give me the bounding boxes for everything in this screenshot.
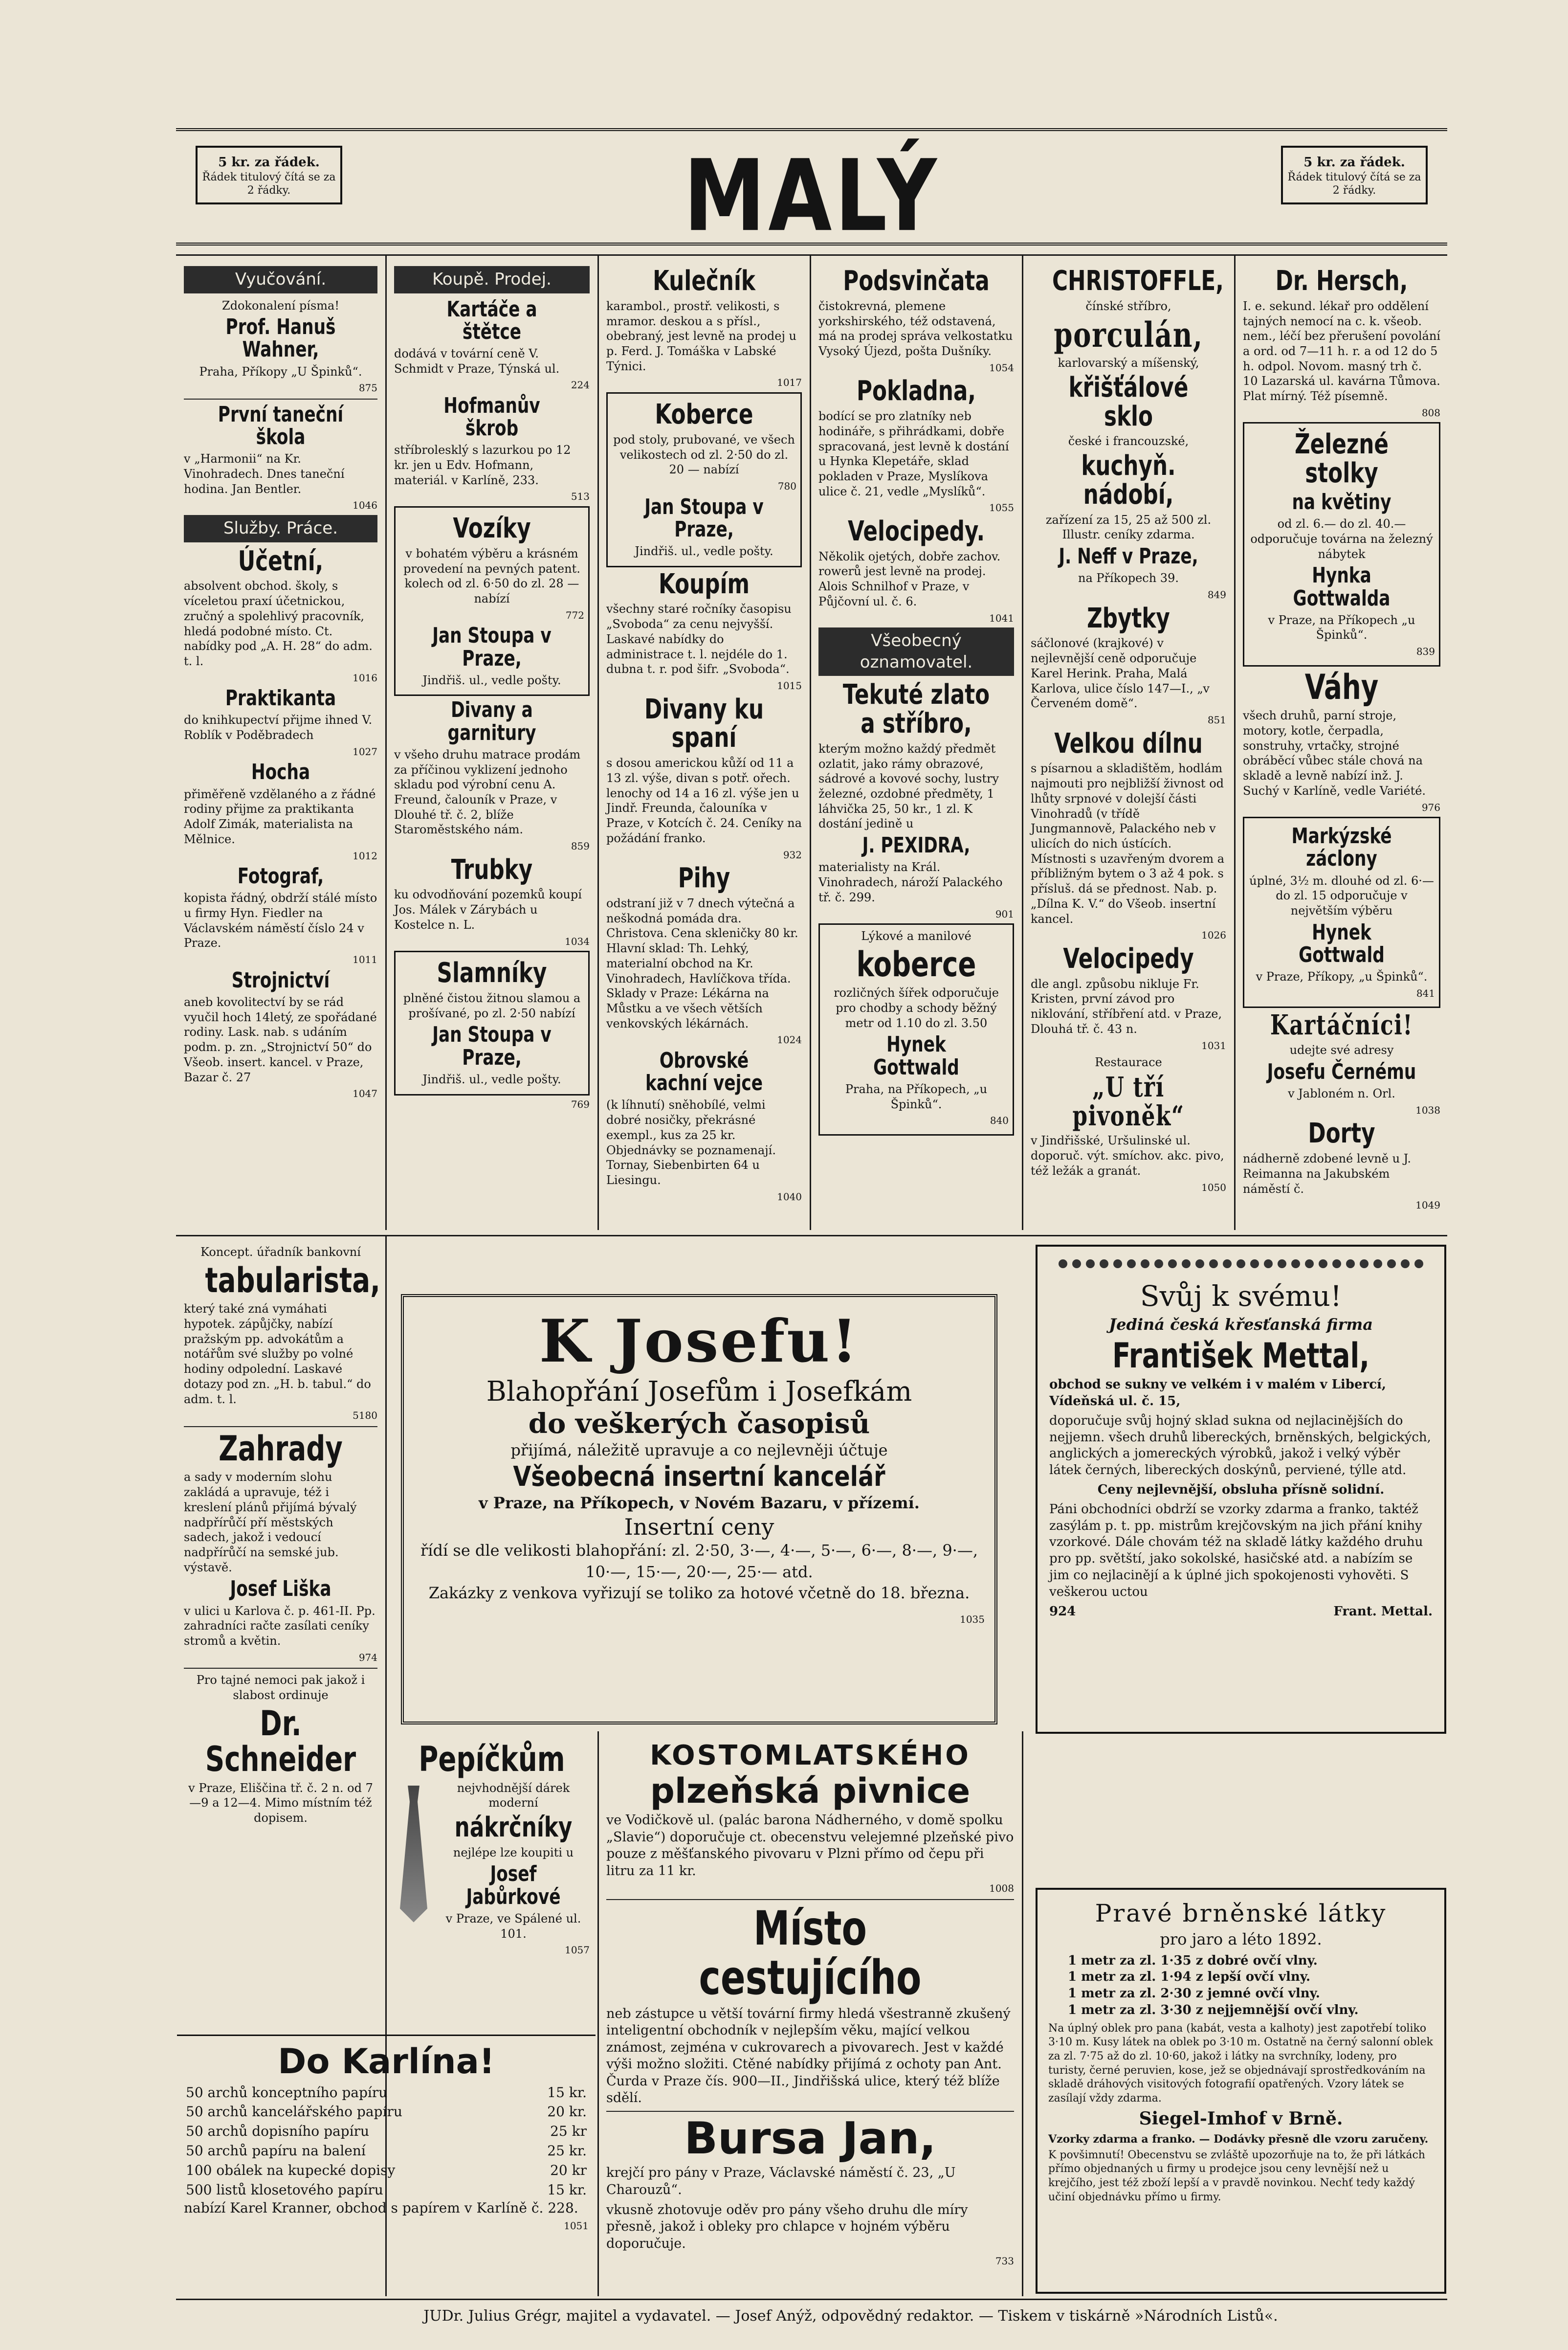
ad-text: v Praze, Eliščina tř. č. 2 n. od 7—9 a 12—4. Mimo místním též dopisem. [188, 1781, 373, 1825]
ad-box-latky [1036, 1888, 1446, 2294]
ad-signature: Jan Stoupa v Praze, [432, 1022, 552, 1070]
price-value: 20 kr. [547, 2104, 587, 2120]
ad-text: v Jabloném n. Orl. [1288, 1087, 1395, 1101]
ad-number: 974 [358, 1651, 377, 1663]
price-item: 50 archů konceptního papíru [186, 2084, 388, 2101]
ad-text: úplné, 3½ m. dlouhé od zl. 6·— do zl. 15 odporučuje v největším výběru [1249, 873, 1434, 918]
ad-heading: Divany a garnitury [447, 697, 536, 745]
mettal-text: doporučuje svůj hojný sklad sukna od nejlacinějších do nejjemn. všech druhů libereckých, brněnských, belgických, anglických a jomereckých výrobků, jakož i velký výběr látek černých, libereckých doskýnů, perviené, týlle atd. [1049, 1413, 1431, 1478]
ad-heading: plzeňská pivnice [650, 1770, 971, 1811]
ad-number: 733 [995, 2255, 1014, 2267]
ad-text: od zl. 6.— do zl. 40.— odporučuje továrna na železný nábytek [1250, 517, 1433, 561]
footer-rule [176, 2299, 1447, 2300]
ad-number: 1051 [564, 2220, 589, 2232]
masthead-left-box [196, 146, 342, 204]
col-rule-3 [810, 254, 811, 1230]
ad-heading: Váhy [1304, 667, 1379, 707]
masthead-title: MALÝ [684, 138, 940, 246]
ad-box-voziky [394, 506, 590, 696]
ad-text: karlovarský a míšenský, [1058, 356, 1199, 370]
ad-text: I. e. sekund. lékař pro oddělení tajných nemocí na c. k. všeob. nem., léčí bez přerušení povolání a ord. od 7—11 h. r. a od 12 do 5 h. odpol. Novom. masný trh č. 10 Lazarská ul. kavárna Tůmova. Plat mírný. Též písemně. [1243, 299, 1440, 403]
ad-text: v ulici u Karlova č. p. 461-II. Pp. zahradníci račte zasílati ceníky stromů a květin. [184, 1604, 375, 1648]
ad-sub: čínské stříbro, [1085, 299, 1171, 313]
latky-price-row: 1 metr za zl. 3·30 z nejjemnější ovčí vlny. [1068, 2002, 1359, 2017]
josefu-line: v Praze, na Příkopech, v Novém Bazaru, v přízemí. [479, 1494, 920, 1513]
ad-number: 1041 [989, 612, 1014, 624]
mettal-sign-row [1049, 1604, 1433, 1620]
masthead-right-price: 5 kr. za řádek. [1303, 155, 1405, 170]
ad-heading: Pihy [678, 862, 730, 895]
ad-text: rozličných šířek odporučuje pro chodby a schody běžný metr od 1.10 do zl. 3.50 [834, 986, 999, 1030]
ad-heading: Markýzské záclony [1291, 824, 1392, 872]
ad-box-slamniky [394, 951, 590, 1095]
section-bar-sluzby: Služby. Práce. [184, 515, 377, 542]
price-item: 500 listů klosetového papíru [186, 2181, 383, 2198]
ad-number: 924 [1049, 1604, 1076, 1619]
ad-text: ku odvodňování pozemků koupí Jos. Málek v Zárybách u Kostelce n. L. [394, 888, 582, 932]
ornament-icon [1264, 1259, 1273, 1268]
ad-text: karambol., prostř. velikosti, s mramor. deskou a s přísl., obebraný, jest levně na prodej u p. Ferd. J. Tomáška v Labské Týnici. [606, 299, 796, 373]
josefu-line: řídí se dle velikosti blahopřání: zl. 2·50, 3·—, 4·—, 5·—, 6·—, 8·—, 9·—, 10·—, 15·—, 20·—, 25·— atd. [420, 1541, 978, 1581]
ad-heading: Pepíčkům [419, 1739, 565, 1779]
ad-heading: Účetní, [238, 545, 324, 577]
ad-number: 1050 [1201, 1181, 1226, 1193]
mettal-sign: Frant. Mettal. [1333, 1604, 1433, 1619]
price-item: 100 obálek na kupecké dopisy [186, 2162, 396, 2178]
ad-text: (k líhnutí) sněhobílé, velmi dobré nosičky, překrásné exempl., kus za 25 kr. Objednávky se poznamenají. Tornay, Siebenbirten 64 u Liesingu. [606, 1098, 776, 1187]
latky-price-row: 1 metr za zl. 1·35 z dobré ovčí vlny. [1068, 1953, 1318, 1968]
ornament-icon [1237, 1259, 1245, 1268]
ad-text: neb zástupce u větší tovární firmy hledá všestranně zkušený inteligentní obchodník v nejlepším věku, mající velkou známost, zejména v cukrovarech a pivovarech. Jest v každé výši možno složiti. Ctěné nabídky přijímá z ochoty pan Ant. Čurda v Praze čís. 900—II., Jindřišská ulice, který též blíže sdělí. [606, 2006, 1011, 2106]
ad-heading: Divany ku spaní [644, 693, 764, 754]
ad-heading: Trubky [451, 853, 533, 886]
ad-number: 932 [783, 849, 802, 861]
col-rule-5 [1234, 254, 1236, 1230]
ad-number: 1034 [565, 935, 590, 947]
ad-text: absolvent obchod. školy, s víceletou praxí účetnickou, zručný a spolehlivý pracovník, hledá podobné místo. Ct. nabídky pod „A. H. 28“ do adm. t. l. [184, 579, 373, 668]
ad-name: J. PEXIDRA, [862, 833, 971, 858]
ad-number: 840 [990, 1115, 1009, 1127]
ad-text: s dosou americkou kůží od 11 a 13 zl. výše, divan s potř. ořech. lenochy od 14 a 16 zl. výše jen u Jindř. Freunda, čalouníka v Praze, v Kotcích č. 24. Ceníky na požádání franko. [606, 756, 802, 845]
ad-number: 769 [571, 1098, 590, 1110]
ad-karlina [177, 2035, 596, 2294]
column-4 [812, 259, 1021, 1232]
ad-lead: Zdokonalení písma! [222, 298, 339, 313]
latky-price-row: 1 metr za zl. 1·94 z lepší ovčí vlny. [1068, 1970, 1310, 1985]
masthead [176, 128, 1447, 246]
ad-text: který také zná vymáhati hypotek. zápůjčky, nabízí pražským pp. advokátům a notářům své služby po volné hodiny odpolední. Laskavé dotazy pod zn. „H. b. tabul.“ do adm. t. l. [184, 1302, 371, 1406]
ad-text: v „Harmonii“ na Kr. Vinohradech. Dnes taneční hodina. Jan Bentler. [184, 452, 345, 496]
mid-rule [176, 1235, 1447, 1236]
ad-number: 1055 [989, 502, 1014, 514]
separator [184, 1426, 377, 1427]
ad-heading: kuchyň. nádobí, [1081, 450, 1176, 511]
ad-number: 772 [565, 609, 584, 621]
mettal-name: František Mettal, [1112, 1335, 1369, 1376]
ad-text: a sady v moderním slohu zakládá a upravuje, též i kreslení plánů přijímá bývalý nadpřírůčí pří městských sadech, jakož i vedoucí nadpřírůčí na semské jub. výstavě. [184, 1470, 357, 1574]
ornament-icon [1195, 1259, 1204, 1268]
masthead-left-price: 5 kr. za řádek. [218, 155, 320, 170]
ornament-icon [1113, 1259, 1122, 1268]
mettal-heading: Svůj k svému! [1140, 1279, 1342, 1313]
ad-number: 841 [1416, 987, 1435, 999]
ad-heading: Bursa Jan, [684, 2112, 936, 2164]
ornament-icon [1154, 1259, 1163, 1268]
ad-heading: Koberce [655, 398, 753, 430]
section-bar-vseobecny: Všeobecný oznamovatel. [818, 627, 1014, 676]
ad-signature: Jan Stoupa v Praze, [644, 494, 764, 542]
ad-heading: Hocha [251, 760, 310, 785]
ad-number: 1027 [353, 745, 377, 758]
ornament-icon [1223, 1259, 1232, 1268]
ornament-icon [1401, 1259, 1410, 1268]
ornament-icon [1346, 1259, 1355, 1268]
ad-box-mettal [1036, 1245, 1446, 1734]
ad-text: kopista řádný, obdrží stálé místo u firmy Hyn. Fiedler na Václavském náměstí číslo 24 v Praze. [184, 891, 377, 950]
ad-number: 1035 [960, 1613, 985, 1625]
ad-text: nejvhodnější dárek moderní [457, 1781, 570, 1810]
ad-text: krejčí pro pány v Praze, Václavské náměstí č. 23, „U Charouzů“. [606, 2165, 956, 2197]
ad-signature-sub: Jindřiš. ul., vedle pošty. [422, 1072, 561, 1086]
ornament-icon [1141, 1259, 1149, 1268]
ad-number: 849 [1207, 588, 1226, 601]
price-item: 50 archů kancelářského papíru [186, 2104, 402, 2120]
column-5 [1024, 259, 1233, 1232]
separator [606, 2111, 1014, 2112]
ad-heading: Podsvinčata [843, 265, 990, 297]
ad-signature-sub: Jindřiš. ul., vedle pošty. [422, 673, 561, 687]
ad-box-k-josefu [401, 1294, 997, 1724]
price-value: 15 kr. [547, 2181, 587, 2198]
ornament-icon [1360, 1259, 1369, 1268]
ad-text: všech druhů, parní stroje, motory, kotle, čerpadla, sonstruhy, vrtačky, strojné obráběcí vůbec stále chová na skladě a levně nabízí inž. J. Suchý v Karlíně, vedle Variété. [1243, 709, 1426, 798]
ad-number: 1049 [1415, 1199, 1440, 1211]
ad-text: zařízení za 15, 25 až 500 zl. Illustr. ceníky zdarma. [1045, 513, 1212, 542]
ad-text: ve Vodičkově ul. (palác barona Nádherného, v domě spolku „Slavie“) doporučuje ct. obecenstvu velejemné plzeňské pivo pouze z měšťanského pivovaru v Plzni přímo od čepu při litru za 11 kr. [606, 1813, 1014, 1879]
ad-heading: CHRISTOFFLE, [1052, 265, 1224, 297]
column-2 [387, 259, 596, 1232]
ornament-icon [1100, 1259, 1108, 1268]
ad-text: v Praze, Příkopy, „u Špinků“. [1256, 970, 1428, 984]
ad-text: vkusně zhotovuje oděv pro pány všeho druhu dle míry přesně, jakož i obleky pro chlapce v hojném výběru doporučuje. [606, 2202, 968, 2251]
ornament-icon [1319, 1259, 1327, 1268]
table-row [184, 2141, 589, 2161]
ad-text: udejte své adresy [1289, 1043, 1394, 1057]
josefu-line: přijímá, náležitě upravuje a co nejlevněji účtuje [510, 1441, 888, 1459]
ad-text: bodící se pro zlatníky neb hodináře, s přihrádkami, dobře spracovaná, jest levně k dostání u Hynka Klepetáře, sklad pokladen v Praze, Myslíkova ulice č. 21, vedle „Myslíků“. [818, 409, 1009, 498]
ad-number: 808 [1421, 406, 1440, 419]
ad-heading: Slamníky [437, 957, 547, 989]
ad-text: v Praze, ve Spálené ul. 101. [445, 1911, 581, 1941]
ad-text: Praha, na Příkopech, „u Špinků“. [845, 1082, 988, 1111]
ad-text: v bohatém výběru a krásném provedení na pevných patent. kolech od zl. 6·50 do zl. 28 — nabízí [403, 546, 580, 605]
ad-number: 875 [358, 382, 377, 394]
ad-name: Josef Liška [230, 1576, 331, 1602]
ad-text: Několik ojetých, dobře zachov. rowerů jest levně na prodej. Alois Schnilhof v Praze, v Půjčovní ul. č. 6. [818, 549, 1001, 608]
latky-heading: Pravé brněnské látky [1095, 1899, 1387, 1927]
ornament-row [1049, 1256, 1433, 1273]
latky-text: Vzorky zdarma a franko. — Dodávky přesně dle vzoru zaručeny. [1048, 2133, 1429, 2146]
ad-text: české i francouzské, [1068, 434, 1189, 448]
necktie-icon [394, 1786, 433, 1923]
ad-heading: porculán, [1054, 314, 1203, 355]
josefu-line: Zakázky z venkova vyřizují se toliko za hotové včetně do 18. března. [428, 1583, 970, 1602]
ad-heading: Pokladna, [857, 375, 976, 407]
ad-heading: Strojnictví [231, 967, 330, 993]
column-1 [177, 259, 384, 1232]
ad-text: plněné čistou žitnou slamou a prošívané, po zl. 2·50 nabízí [403, 991, 581, 1020]
separator [606, 1899, 1014, 1900]
ornament-icon [1127, 1259, 1136, 1268]
ad-number: 1031 [1201, 1039, 1226, 1052]
ad-box-koberce-lykove [818, 923, 1014, 1136]
ad-box-koberce [606, 392, 802, 567]
ad-number: 1016 [353, 671, 377, 684]
ornament-icon [1250, 1259, 1259, 1268]
ad-name: Josefu Černému [1267, 1059, 1416, 1084]
ornament-icon [1209, 1259, 1218, 1268]
ad-number: 1017 [777, 377, 802, 389]
ad-heading: Prof. Hanuš Wahner, [225, 314, 336, 362]
latky-price-list [1048, 1953, 1434, 2019]
ad-number: 1046 [353, 499, 377, 512]
ad-heading: Fotograf, [237, 864, 324, 889]
pepickum-body [394, 1781, 590, 1960]
ad-number: 839 [1416, 646, 1435, 658]
footer-imprint: JUDr. Julius Grégr, majitel a vydavatel. — Josef Anýž, odpovědný redaktor. — Tiskem v tiskárně »Národních Listů«. [423, 2307, 1278, 2325]
price-value: 25 kr [550, 2123, 587, 2140]
ad-number: 1008 [989, 1882, 1014, 1895]
ornament-icon [1182, 1259, 1191, 1268]
ad-heading: křišťálové sklo [1068, 371, 1189, 432]
ad-box-stolky [1243, 422, 1440, 666]
ad-name: J. Neff v Praze, [1059, 544, 1198, 569]
ad-lead: Restaurace [1095, 1055, 1162, 1070]
ornament-icon [1387, 1259, 1396, 1268]
price-value: 25 kr. [547, 2142, 587, 2159]
masthead-right-note: Řádek titulový čítá se za 2 řádky. [1287, 171, 1421, 197]
ad-number: 1040 [777, 1190, 802, 1203]
ad-text: do knihkupectví přijme ihned V. Roblík v Poděbradech [184, 713, 373, 742]
col-rule-4 [1022, 254, 1023, 1230]
ornament-icon [1086, 1259, 1095, 1268]
ad-heading: nákrčníky [454, 1811, 573, 1843]
ornament-icon [1414, 1259, 1423, 1268]
ad-text: v všeho druhu matrace prodám za příčinou vyklizení jednoho skladu pod výrobní cenu A. Freund, čalouník v Praze, v Dlouhé tř. č. 2, blíže Staroměstského nám. [394, 747, 581, 837]
ad-number: 901 [995, 908, 1014, 920]
table-row [184, 2102, 589, 2122]
separator [184, 1668, 377, 1669]
ad-heading: Železné stolky [1294, 428, 1389, 490]
ad-signature-sub: Jindřiš. ul., vedle pošty. [635, 544, 773, 558]
ad-heading: Zbytky [1087, 602, 1170, 634]
price-value: 20 kr [550, 2162, 587, 2178]
ad-number: 1038 [1415, 1104, 1440, 1116]
ad-heading: První taneční škola [218, 402, 344, 450]
ad-lead: Lýkové a manilové [861, 929, 972, 943]
ornament-icon [1168, 1259, 1177, 1268]
ad-heading: Zahrady [219, 1428, 343, 1469]
ad-number: 1026 [1201, 929, 1226, 941]
ad-name: Hynka Gottwalda [1293, 563, 1391, 611]
ad-number: 976 [1421, 801, 1440, 813]
ad-heading: Kartáče a štětce [446, 296, 537, 344]
price-value: 15 kr. [547, 2084, 587, 2101]
masthead-right-box [1281, 146, 1428, 204]
ad-heading: tabularista, [205, 1260, 380, 1300]
ad-lead: Pro tajné nemoci pak jakož i slabost ordinuje [196, 1673, 365, 1702]
ad-heading: Velkou dílnu [1054, 727, 1203, 760]
ad-text: všechny staré ročníky časopisu „Svoboda“ za cenu nejvyšší. Laskavé nabídky do administrace t. l. nejdéle do 1. dubna t. r. pod šifr. „Svoboda“. [606, 602, 792, 676]
separator [184, 399, 377, 400]
ad-number: 224 [571, 379, 590, 391]
ad-heading: Hofmanův škrob [443, 393, 540, 441]
ad-heading: KOSTOMLATSKÉHO [650, 1740, 971, 1771]
ornament-icon [1291, 1259, 1300, 1268]
ad-text: dodává v tovární ceně V. Schmidt v Praze, Týnská ul. [394, 346, 560, 376]
section-bar-koupe: Koupě. Prodej. [394, 266, 590, 293]
ad-name: Hynek Gottwald [1299, 919, 1385, 967]
ad-heading: Vozíky [453, 513, 531, 545]
ornament-icon [1059, 1259, 1067, 1268]
ad-heading: Praktikanta [225, 686, 336, 711]
ad-text: kterým možno každý předmět ozlatit, jako rámy obrazové, sádrové a kovové sochy, lustry železné, ozdobné předměty, 1 láhvička 25, 50 kr., 1 zl. K dostání jedině u [818, 741, 999, 831]
latky-sub: pro jaro a léto 1892. [1160, 1930, 1322, 1948]
table-row [184, 2161, 589, 2180]
ad-number: 1015 [777, 680, 802, 692]
josefu-line: Blahopřání Josefům i Josefkám [486, 1376, 912, 1408]
ad-number: 1047 [353, 1088, 377, 1100]
ad-number: 1057 [565, 1944, 590, 1956]
ad-heading: Místo cestujícího [699, 1901, 922, 2005]
price-item: 50 archů dopisního papíru [186, 2123, 369, 2140]
ad-text: stříbrolesklý s lazurkou po 12 kr. jen u Edv. Hofmann, materiál. v Karlíně, 233. [394, 443, 571, 487]
price-item: 50 archů papíru na balení [186, 2142, 366, 2159]
ad-number: 780 [777, 480, 796, 492]
ornament-icon [1278, 1259, 1286, 1268]
ad-text: v Praze, na Příkopech „u Špinků“. [1268, 613, 1415, 642]
lower-rule-2 [597, 1731, 599, 2296]
col-rule-2 [597, 254, 599, 1230]
ad-number: 851 [1207, 714, 1226, 726]
ad-heading: Koupím [659, 568, 750, 600]
karlina-price-table [184, 2083, 589, 2200]
josefu-title: K Josefu! [539, 1307, 860, 1376]
top-rule [176, 254, 1447, 256]
latky-name: Siegel-Imhof v Brně. [1139, 2108, 1343, 2129]
ad-sub: na květiny [1292, 490, 1391, 515]
ad-number: 1054 [989, 361, 1014, 374]
ad-number: 1011 [353, 954, 377, 966]
ad-text: nádherně zdobené levně u J. Reimanna na Jakubském náměstí č. [1243, 1152, 1412, 1196]
ad-number: 513 [571, 491, 590, 503]
josefu-line: Insertní ceny [624, 1514, 774, 1541]
ad-heading: Kulečník [653, 265, 755, 297]
mettal-text: Páni obchodníci obdrží se vzorky zdarma a franko, taktéž zasýlám p. t. pp. mistrům krejčovským na jich přání knihy vzorkové. Dále chovám též na skladě látky každého druhu pro pp. světští, jako sokolské, hasičské atd. a nabízím se jim co nejlacinějí a k úplné jich spokojenosti vyhověti. S veškerou uctou [1049, 1501, 1423, 1599]
ad-heading: koberce [856, 944, 976, 985]
ad-heading: Velocipedy [1063, 942, 1194, 975]
ad-heading: Kartáčníci! [1270, 1009, 1413, 1042]
ad-heading: „U tří pivoněk“ [1072, 1071, 1185, 1132]
ad-text: aneb kovolitectví by se rád vyučil hoch 14letý, ze spořádané rodiny. Lask. nab. s udáním podm. p. zn. „Strojnictví 50“ do Všeob. insert. kancel. v Praze, Bazar č. 27 [184, 995, 377, 1084]
ad-text: nabízí Karel Kranner, obchod s papírem v Karlíně č. 228. [184, 2200, 578, 2216]
ad-name: Hynek Gottwald [873, 1032, 959, 1080]
col-rule-1 [385, 254, 387, 1230]
latky-text: Na úplný oblek pro pana (kabát, vesta a kalhoty) jest zapotřebí toliko 3·10 m. Kusy látek na oblek po 3·10 m. Ostatně na černý salonní oblek za zl. 7·75 až do zl. 10·60, jakož i látky na svrchníky, lodeny, pro turisty, černé peruvien, kose, jež se objednávají sprostředkováním na skladě dráhových visitových fotografií opatřených. Vzory látek se zasílají vždy zdarma. [1048, 2022, 1433, 2104]
mettal-addr: obchod se sukny ve velkém i v malém v Libercí, Vídeňská ul. č. 15, [1049, 1377, 1386, 1409]
ad-text: materialisty na Král. Vinohradech, nároží Palackého tř. č. 299. [818, 860, 1003, 904]
ad-name: Josef Jabůrkové [466, 1861, 561, 1909]
latky-price-row: 1 metr za zl. 2·30 z jemné ovčí vlny. [1068, 1986, 1320, 2001]
ornament-icon [1373, 1259, 1382, 1268]
ad-heading: Obrovské kachní vejce [645, 1048, 763, 1096]
ad-text: sáčlonové (krajkové) v nejlevnější ceně odporučuje Karel Herink. Praha, Malá Karlova, ulice číslo 147—I., „v Červeném domě“. [1031, 636, 1210, 711]
pepickum-text-block [437, 1781, 590, 1960]
ad-heading: Do Karlína! [278, 2041, 495, 2081]
ad-text: dle angl. způsobu nikluje Fr. Kristen, první závod pro niklování, stříbření atd. v Praze, Dlouhá tř. č. 43 n. [1031, 977, 1222, 1036]
ad-text: pod stoly, prubované, ve všech velikostech od zl. 2·50 do zl. 20 — nabízí [613, 432, 795, 477]
ad-number: 1012 [353, 850, 377, 862]
ad-number: 5180 [353, 1410, 377, 1422]
ad-box-zaclony [1243, 817, 1440, 1008]
ad-heading: Dorty [1308, 1118, 1375, 1150]
ad-text: v Jindřišské, Uršulinské ul. doporuč. výt. smíchov. akc. pivo, též ležák a granát. [1031, 1134, 1224, 1178]
josefu-line: do veškerých časopisů [528, 1408, 870, 1440]
ad-text: odstraní již v 7 dnech výtečná a neškodná pomáda dra. Christova. Cena skleničky 80 kr. Hlavní sklad: Th. Lehký, materialní obchod na Kr. Vinohradech, Havlíčkova třída. Sklady v Praze: Lékárna na Můstku a ve všech větších venkovských lékárnách. [606, 896, 798, 1030]
josefu-line: Všeobecná insertní kancelář [513, 1461, 885, 1493]
ad-text: čistokrevná, plemene yorkshirského, též odstavená, má na prodej správa velkostatku Vysoký Újezd, pošta Dušníky. [818, 299, 1013, 358]
ad-text: Praha, Příkopy „U Špinků“. [199, 364, 362, 379]
ad-number: 859 [571, 840, 590, 852]
table-row [184, 2083, 589, 2103]
ad-text: na Příkopech 39. [1078, 571, 1179, 585]
table-row [184, 2180, 589, 2200]
ad-lead: Koncept. úřadník bankovní [200, 1245, 361, 1259]
ornament-icon [1305, 1259, 1314, 1268]
ad-number: 1024 [777, 1034, 802, 1046]
masthead-left-note: Řádek titulový čítá se za 2 řádky. [202, 171, 336, 197]
ornament-icon [1332, 1259, 1341, 1268]
table-row [184, 2122, 589, 2141]
mettal-sub: Jediná česká křesťanská firma [1108, 1315, 1373, 1334]
ad-text: s písarnou a skladištěm, hodlám najmouti pro nejbližší živnost od lhůty srpnové v dolejší části Vinohradů (v třídě Jungmannově, Palackého neb v ulicích do nich ústících. Místnosti s uzavřeným dvorem a příbližným bytem o 3 až 4 pok. s přísluš. dá se přednost. Nab. p. „Dílna K. V.“ do Všeob. insertní kancel. [1031, 761, 1225, 926]
ad-heading: Dr. Hersch, [1275, 265, 1408, 297]
latky-text: K povšimnutí! Obecenstvu se zvláště upozorňuje na to, že při látkách přímo objednaných u firmy u prodejce jsou ceny levnější než u krejčího, jest též zboží lepší a v pravdě novinkou. Nechť tedy každý učiní objednávku přímo u firmy. [1048, 2149, 1425, 2203]
column-3 [599, 259, 809, 1232]
ornament-icon [1072, 1259, 1081, 1268]
column-6 [1236, 259, 1447, 1232]
section-bar-vyucovani: Vyučování. [184, 266, 377, 293]
lower-rule-3 [1022, 1731, 1023, 2296]
ad-text: přiměřeně vzdělaného a z řádné rodiny přijme za praktikanta Adolf Zimák, materialista na Mělnice. [184, 787, 376, 846]
mettal-bold: Ceny nejlevnější, obsluha přísně solidní. [1097, 1482, 1385, 1498]
ad-text: nejlépe lze koupiti u [453, 1845, 574, 1859]
ad-signature: Jan Stoupa v Praze, [432, 623, 552, 671]
ad-heading: Dr. Schneider [205, 1703, 356, 1780]
ad-heading: Tekuté zlato a stříbro, [842, 679, 990, 740]
lower-middle-column [599, 1734, 1021, 2296]
ad-heading: Velocipedy. [847, 515, 985, 547]
